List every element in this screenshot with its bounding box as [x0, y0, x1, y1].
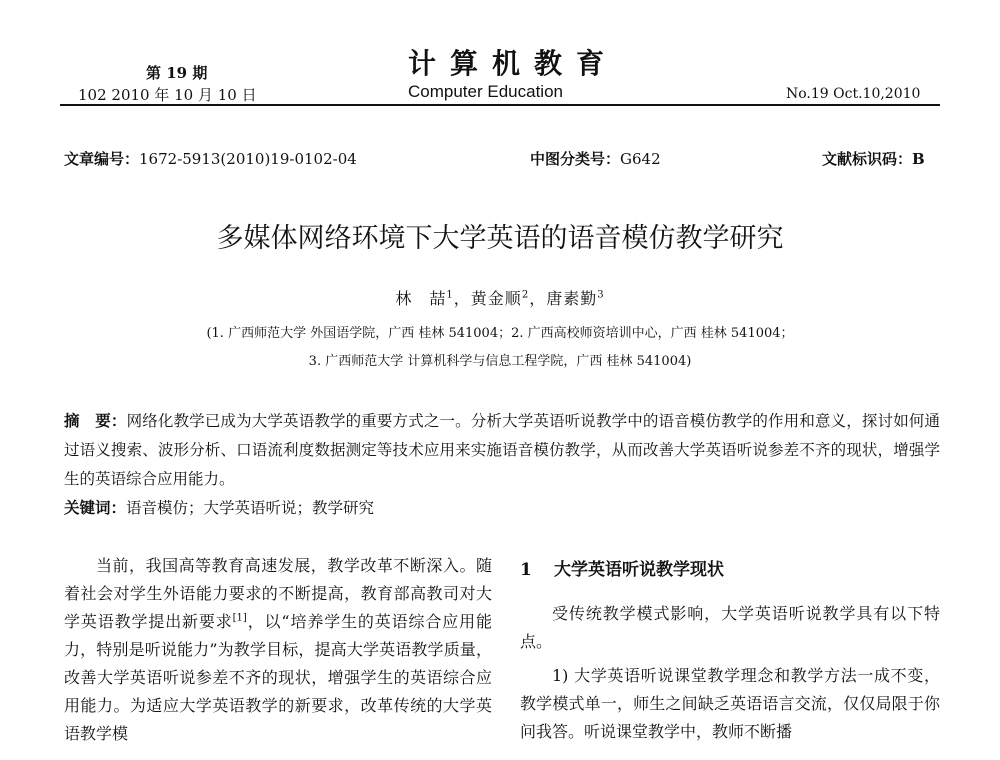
- body-right-column: [520, 552, 940, 752]
- body-text: 当前，我国高等教育高速发展，教学改革不断深入。随着社会对学生外语能力要求的不断提高，教育部高教司对大学英语教学提出新要求: [64, 556, 492, 631]
- article-number-label: 文章编号：: [64, 150, 140, 168]
- section-number: 1: [520, 560, 532, 580]
- paper-title: 多媒体网络环境下大学英语的语音模仿教学研究: [216, 223, 784, 254]
- journal-title-chinese: 计算机教育: [408, 47, 619, 80]
- author-affiliation-mark: 2: [521, 289, 530, 301]
- abstract: [64, 406, 940, 494]
- document-code-label: 文献标识码：: [822, 150, 913, 168]
- issue-number: 第 19 期: [146, 64, 208, 82]
- page-and-date: 102 2010 年 10 月 10 日: [78, 86, 257, 104]
- abstract-text: 网络化教学已成为大学英语教学的重要方式之一。分析大学英语听说教学中的语音模仿教学的作用和意义，探讨如何通过语义搜索、波形分析、口语流利度数据测定等技术应用来实施语音模仿教学，从而改善大学英语听说参差不齐的现状，增强学生的英语综合应用能力。: [64, 412, 940, 488]
- keywords: [64, 496, 374, 518]
- author-affiliation-mark: 1: [446, 289, 454, 301]
- article-number: [64, 148, 357, 169]
- body-paragraph: 受传统教学模式影响，大学英语听说教学具有以下特点。: [520, 604, 940, 651]
- affiliation-line: 3. 广西师范大学 计算机科学与信息工程学院，广西 桂林 541004): [308, 354, 692, 369]
- author-name: 黄金顺: [470, 289, 522, 308]
- header-rule: [60, 104, 940, 106]
- affiliation-line: (1. 广西师范大学 外国语学院，广西 桂林 541004；2. 广西高校师资培训中心，广西 桂林 541004；: [206, 326, 794, 341]
- keywords-label: 关键词：: [64, 498, 127, 517]
- section-title: 大学英语听说教学现状: [554, 560, 724, 580]
- body-paragraph: 1) 大学英语听说课堂教学理念和教学方法一成不变，教学模式单一，师生之间缺乏英语语言交流，仅仅局限于你问我答。听说课堂教学中，教师不断播: [520, 666, 940, 741]
- section-heading: [520, 556, 940, 584]
- article-number-value: 1672-5913(2010)19-0102-04: [139, 150, 357, 168]
- journal-title-english: Computer Education: [408, 82, 563, 101]
- document-code: [822, 148, 925, 169]
- body-paragraph: [64, 552, 492, 748]
- author-list: [0, 286, 1000, 309]
- keywords-text: 语音模仿；大学英语听说；教学研究: [126, 499, 375, 517]
- author-name: 林 喆: [395, 289, 447, 308]
- author-name: 唐素勤: [546, 289, 598, 308]
- body-text: ，以“培养学生的英语综合应用能力，特别是听说能力”为教学目标，提高大学英语教学质量，改善大学英语听说参差不齐的现状，增强学生的英语综合应用能力。为适应大学英语教学的新要求，改革传统的大学英语教学模: [64, 612, 492, 743]
- clc-number-value: G642: [620, 150, 661, 168]
- clc-number: [530, 148, 661, 169]
- abstract-label: 摘 要：: [64, 411, 127, 430]
- issue-english: No.19 Oct.10,2010: [786, 86, 921, 102]
- author-separator: ，: [453, 289, 471, 308]
- body-left-column: [64, 552, 492, 748]
- author-separator: ，: [529, 289, 547, 308]
- citation-mark: [1]: [232, 612, 247, 624]
- clc-number-label: 中图分类号：: [530, 150, 621, 168]
- document-code-value: B: [912, 150, 925, 168]
- author-affiliation-mark: 3: [597, 289, 605, 301]
